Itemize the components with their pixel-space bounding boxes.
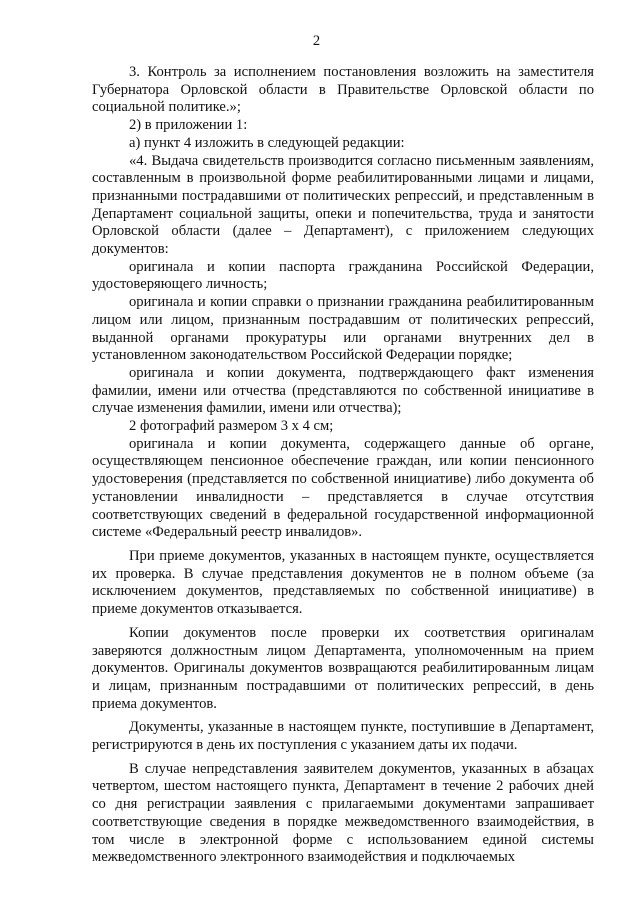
- paragraph: В случае непредставления заявителем документов, указанных в абзацах четвертом, шестом настоящего пункта, Департамент в течение 2 рабочих дней со дня регистрации заявления с прилагаемыми документами запрашивает соответствующие сведения в порядке межведомственного взаимодействия, в том числе в электронной форме с использованием единой системы межведомственного электронного взаимодействия и подключаемых: [92, 760, 594, 866]
- paragraph: 2 фотографий размером 3 х 4 см;: [129, 418, 334, 435]
- document-body: [92, 64, 594, 867]
- paragraph: Копии документов после проверки их соответствия оригиналам заверяются должностным лицом Департамента, уполномоченным на прием документов. Оригиналы документов возвращаются реабилитированным лицам и лицам, признанным пострадавшими от политических репрессий, в день приема документов.: [92, 624, 594, 712]
- paragraph: 2) в приложении 1:: [129, 117, 248, 134]
- paragraph: оригинала и копии справки о признании гражданина реабилитированным лицом или лицом, признанным пострадавшим от политических репрессий, выданной органами прокуратуры или органами внутренних дел в установленном законодательством Российской Федерации порядке;: [92, 294, 594, 364]
- paragraph: 3. Контроль за исполнением постановления возложить на заместителя Губернатора Орловской области в Правительстве Орловской области по социальной политике.»;: [92, 64, 594, 116]
- paragraph: оригинала и копии документа, подтверждающего факт изменения фамилии, имени или отчества (представляются по собственной инициативе в случае изменения фамилии, имени или отчества);: [92, 364, 594, 417]
- paragraph: а) пункт 4 изложить в следующей редакции:: [129, 134, 405, 151]
- paragraph: «4. Выдача свидетельств производится согласно письменным заявлениям, составленным в произвольной форме реабилитированными лицами и лицами, признанными пострадавшими от политических репрессий, и представленным в Департамент социальной защиты, опеки и попечительства, труда и занятости Орловской области (далее – Департамент), с приложением следующих документов:: [92, 152, 594, 258]
- page-number: 2: [312, 33, 321, 49]
- paragraph: оригинала и копии паспорта гражданина Российской Федерации, удостоверяющего личность;: [92, 258, 594, 293]
- paragraph: При приеме документов, указанных в настоящем пункте, осуществляется их проверка. В случае представления документов не в полном объеме (за исключением документов, представляемых по собственной инициативе) в приеме документов отказывается.: [92, 547, 594, 618]
- paragraph: Документы, указанные в настоящем пункте, поступившие в Департамент, регистрируются в день их поступления с указанием даты их подачи.: [92, 719, 594, 754]
- paragraph: оригинала и копии документа, содержащего данные об органе, осуществляющем пенсионное обеспечение граждан, или копии пенсионного удостоверения (представляется по собственной инициативе) либо документа об установлении инвалидности – представляется в случае отсутствия соответствующих сведений в федеральной государственной информационной системе «Федеральный реестр инвалидов».: [92, 435, 594, 541]
